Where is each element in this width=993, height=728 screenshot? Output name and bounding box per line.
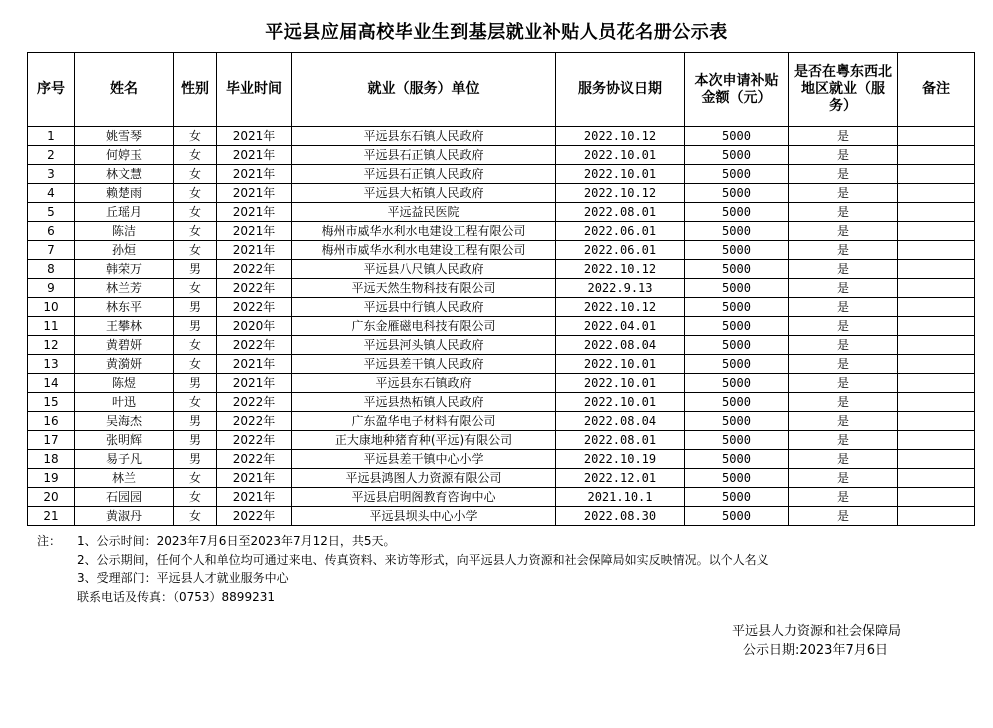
notes-section xyxy=(37,532,769,606)
cell-region: 是 xyxy=(789,165,898,184)
cell-agreement-date: 2022.04.01 xyxy=(556,317,685,336)
table-row xyxy=(28,203,975,222)
cell-agreement-date: 2022.10.01 xyxy=(556,393,685,412)
table-header xyxy=(28,53,975,127)
cell-remark xyxy=(898,507,975,526)
cell-grad-time: 2022年 xyxy=(217,336,292,355)
cell-seq: 10 xyxy=(28,298,75,317)
cell-grad-time: 2022年 xyxy=(217,279,292,298)
cell-remark xyxy=(898,127,975,146)
cell-name: 张明辉 xyxy=(75,431,174,450)
cell-amount: 5000 xyxy=(685,507,789,526)
cell-amount: 5000 xyxy=(685,127,789,146)
cell-agreement-date: 2022.08.30 xyxy=(556,507,685,526)
cell-amount: 5000 xyxy=(685,146,789,165)
cell-grad-time: 2021年 xyxy=(217,203,292,222)
cell-region: 是 xyxy=(789,393,898,412)
cell-unit: 广东盈华电子材料有限公司 xyxy=(292,412,556,431)
cell-unit: 平远益民医院 xyxy=(292,203,556,222)
cell-grad-time: 2022年 xyxy=(217,393,292,412)
cell-agreement-date: 2022.06.01 xyxy=(556,241,685,260)
cell-seq: 20 xyxy=(28,488,75,507)
cell-agreement-date: 2022.08.04 xyxy=(556,412,685,431)
cell-gender: 女 xyxy=(174,279,217,298)
cell-gender: 男 xyxy=(174,298,217,317)
cell-gender: 女 xyxy=(174,469,217,488)
table-row xyxy=(28,298,975,317)
note-text-1: 1、公示时间：2023年7月6日至2023年7月12日，共5天。 xyxy=(77,534,396,548)
cell-remark xyxy=(898,450,975,469)
cell-name: 叶迅 xyxy=(75,393,174,412)
cell-unit: 梅州市威华水利水电建设工程有限公司 xyxy=(292,222,556,241)
cell-unit: 平远县石正镇人民政府 xyxy=(292,146,556,165)
cell-seq: 12 xyxy=(28,336,75,355)
cell-region: 是 xyxy=(789,450,898,469)
cell-seq: 3 xyxy=(28,165,75,184)
cell-region: 是 xyxy=(789,336,898,355)
cell-gender: 男 xyxy=(174,374,217,393)
header-unit: 就业（服务）单位 xyxy=(292,53,556,127)
table-row xyxy=(28,127,975,146)
header-remark: 备注 xyxy=(898,53,975,127)
cell-amount: 5000 xyxy=(685,279,789,298)
table-row xyxy=(28,374,975,393)
cell-remark xyxy=(898,146,975,165)
cell-amount: 5000 xyxy=(685,298,789,317)
cell-amount: 5000 xyxy=(685,336,789,355)
cell-gender: 女 xyxy=(174,146,217,165)
cell-region: 是 xyxy=(789,241,898,260)
cell-agreement-date: 2022.10.12 xyxy=(556,184,685,203)
cell-grad-time: 2022年 xyxy=(217,450,292,469)
cell-gender: 女 xyxy=(174,165,217,184)
footer-signature xyxy=(732,622,901,660)
table-row xyxy=(28,279,975,298)
note-line-4: 联系电话及传真：（0753）8899231 xyxy=(77,589,275,604)
cell-seq: 4 xyxy=(28,184,75,203)
cell-grad-time: 2021年 xyxy=(217,241,292,260)
cell-gender: 女 xyxy=(174,355,217,374)
cell-gender: 女 xyxy=(174,184,217,203)
cell-seq: 18 xyxy=(28,450,75,469)
cell-gender: 女 xyxy=(174,222,217,241)
cell-agreement-date: 2022.08.01 xyxy=(556,431,685,450)
cell-name: 丘瑶月 xyxy=(75,203,174,222)
cell-agreement-date: 2022.08.04 xyxy=(556,336,685,355)
cell-amount: 5000 xyxy=(685,469,789,488)
cell-agreement-date: 2022.10.19 xyxy=(556,450,685,469)
header-seq: 序号 xyxy=(28,53,75,127)
cell-name: 林兰 xyxy=(75,469,174,488)
cell-remark xyxy=(898,488,975,507)
table-row xyxy=(28,146,975,165)
cell-remark xyxy=(898,222,975,241)
cell-remark xyxy=(898,203,975,222)
header-region: 是否在粤东西北地区就业（服务） xyxy=(789,53,898,127)
cell-name: 林东平 xyxy=(75,298,174,317)
table-row xyxy=(28,469,975,488)
cell-region: 是 xyxy=(789,222,898,241)
table-row xyxy=(28,450,975,469)
cell-unit: 平远县河头镇人民政府 xyxy=(292,336,556,355)
cell-remark xyxy=(898,184,975,203)
cell-amount: 5000 xyxy=(685,450,789,469)
cell-seq: 5 xyxy=(28,203,75,222)
cell-name: 黄漪妍 xyxy=(75,355,174,374)
publish-date: 公示日期:2023年7月6日 xyxy=(742,643,888,658)
cell-agreement-date: 2022.10.01 xyxy=(556,374,685,393)
cell-unit: 平远县中行镇人民政府 xyxy=(292,298,556,317)
cell-name: 吴海杰 xyxy=(75,412,174,431)
header-agreement-date: 服务协议日期 xyxy=(556,53,685,127)
table-row xyxy=(28,488,975,507)
cell-grad-time: 2021年 xyxy=(217,355,292,374)
cell-unit: 平远县差干镇人民政府 xyxy=(292,355,556,374)
cell-name: 易子凡 xyxy=(75,450,174,469)
cell-grad-time: 2021年 xyxy=(217,469,292,488)
cell-amount: 5000 xyxy=(685,431,789,450)
cell-remark xyxy=(898,165,975,184)
cell-amount: 5000 xyxy=(685,412,789,431)
cell-grad-time: 2021年 xyxy=(217,222,292,241)
table-row xyxy=(28,165,975,184)
cell-name: 姚雪琴 xyxy=(75,127,174,146)
cell-remark xyxy=(898,336,975,355)
table-row xyxy=(28,317,975,336)
cell-grad-time: 2021年 xyxy=(217,127,292,146)
notes-prefix: 注： xyxy=(37,534,62,548)
cell-gender: 女 xyxy=(174,488,217,507)
cell-grad-time: 2022年 xyxy=(217,260,292,279)
cell-unit: 梅州市威华水利水电建设工程有限公司 xyxy=(292,241,556,260)
cell-grad-time: 2022年 xyxy=(217,298,292,317)
cell-remark xyxy=(898,355,975,374)
cell-remark xyxy=(898,469,975,488)
cell-unit: 广东金雁磁电科技有限公司 xyxy=(292,317,556,336)
note-line-3: 3、受理部门：平远县人才就业服务中心 xyxy=(77,571,289,585)
cell-remark xyxy=(898,412,975,431)
cell-region: 是 xyxy=(789,203,898,222)
cell-name: 石园园 xyxy=(75,488,174,507)
cell-grad-time: 2022年 xyxy=(217,507,292,526)
cell-unit: 平远县坝头中心小学 xyxy=(292,507,556,526)
cell-seq: 19 xyxy=(28,469,75,488)
cell-agreement-date: 2022.10.12 xyxy=(556,298,685,317)
cell-agreement-date: 2022.10.12 xyxy=(556,260,685,279)
cell-seq: 21 xyxy=(28,507,75,526)
cell-gender: 女 xyxy=(174,203,217,222)
note-line-1 xyxy=(37,532,769,551)
cell-unit: 平远县东石镇政府 xyxy=(292,374,556,393)
cell-unit: 平远县鸿图人力资源有限公司 xyxy=(292,469,556,488)
cell-unit: 平远天然生物科技有限公司 xyxy=(292,279,556,298)
cell-gender: 女 xyxy=(174,127,217,146)
cell-gender: 男 xyxy=(174,260,217,279)
table-row xyxy=(28,412,975,431)
cell-amount: 5000 xyxy=(685,374,789,393)
cell-remark xyxy=(898,431,975,450)
cell-seq: 13 xyxy=(28,355,75,374)
cell-seq: 7 xyxy=(28,241,75,260)
table-row xyxy=(28,393,975,412)
cell-amount: 5000 xyxy=(685,317,789,336)
cell-remark xyxy=(898,279,975,298)
cell-remark xyxy=(898,317,975,336)
cell-name: 黄淑丹 xyxy=(75,507,174,526)
cell-name: 陈洁 xyxy=(75,222,174,241)
cell-seq: 6 xyxy=(28,222,75,241)
cell-seq: 17 xyxy=(28,431,75,450)
cell-amount: 5000 xyxy=(685,260,789,279)
cell-agreement-date: 2022.06.01 xyxy=(556,222,685,241)
cell-region: 是 xyxy=(789,412,898,431)
cell-agreement-date: 2022.10.01 xyxy=(556,165,685,184)
table-body xyxy=(28,127,975,526)
cell-name: 林文慧 xyxy=(75,165,174,184)
cell-amount: 5000 xyxy=(685,222,789,241)
cell-remark xyxy=(898,260,975,279)
cell-region: 是 xyxy=(789,488,898,507)
cell-name: 孙烜 xyxy=(75,241,174,260)
issuer-name: 平远县人力资源和社会保障局 xyxy=(731,624,901,639)
cell-name: 陈煜 xyxy=(75,374,174,393)
cell-unit: 平远县八尺镇人民政府 xyxy=(292,260,556,279)
cell-amount: 5000 xyxy=(685,184,789,203)
cell-agreement-date: 2022.10.01 xyxy=(556,355,685,374)
cell-grad-time: 2022年 xyxy=(217,412,292,431)
cell-seq: 8 xyxy=(28,260,75,279)
cell-amount: 5000 xyxy=(685,393,789,412)
document-title: 平远县应届高校毕业生到基层就业补贴人员花名册公示表 xyxy=(265,22,728,43)
cell-agreement-date: 2022.9.13 xyxy=(556,279,685,298)
cell-agreement-date: 2021.10.1 xyxy=(556,488,685,507)
cell-unit: 正大康地种猪育种(平远)有限公司 xyxy=(292,431,556,450)
cell-gender: 女 xyxy=(174,241,217,260)
header-gender: 性别 xyxy=(174,53,217,127)
cell-name: 王攀林 xyxy=(75,317,174,336)
cell-amount: 5000 xyxy=(685,241,789,260)
cell-agreement-date: 2022.10.12 xyxy=(556,127,685,146)
cell-gender: 男 xyxy=(174,412,217,431)
table-row xyxy=(28,260,975,279)
cell-unit: 平远县热柘镇人民政府 xyxy=(292,393,556,412)
cell-unit: 平远县差干镇中心小学 xyxy=(292,450,556,469)
cell-remark xyxy=(898,374,975,393)
cell-agreement-date: 2022.08.01 xyxy=(556,203,685,222)
roster-table xyxy=(27,52,975,526)
cell-gender: 女 xyxy=(174,507,217,526)
cell-seq: 2 xyxy=(28,146,75,165)
cell-seq: 11 xyxy=(28,317,75,336)
cell-gender: 女 xyxy=(174,336,217,355)
cell-grad-time: 2021年 xyxy=(217,488,292,507)
cell-region: 是 xyxy=(789,374,898,393)
cell-region: 是 xyxy=(789,298,898,317)
cell-name: 韩荣万 xyxy=(75,260,174,279)
cell-seq: 16 xyxy=(28,412,75,431)
cell-unit: 平远县东石镇人民政府 xyxy=(292,127,556,146)
header-row xyxy=(28,53,975,127)
cell-region: 是 xyxy=(789,431,898,450)
cell-region: 是 xyxy=(789,355,898,374)
cell-unit: 平远县石正镇人民政府 xyxy=(292,165,556,184)
header-grad-time: 毕业时间 xyxy=(217,53,292,127)
cell-region: 是 xyxy=(789,127,898,146)
table-row xyxy=(28,184,975,203)
table-row xyxy=(28,241,975,260)
header-amount: 本次申请补贴金额（元） xyxy=(685,53,789,127)
cell-region: 是 xyxy=(789,507,898,526)
cell-amount: 5000 xyxy=(685,165,789,184)
table-row xyxy=(28,355,975,374)
cell-seq: 1 xyxy=(28,127,75,146)
cell-seq: 9 xyxy=(28,279,75,298)
cell-remark xyxy=(898,393,975,412)
note-line-2: 2、公示期间，任何个人和单位均可通过来电、传真资料、来访等形式，向平远县人力资源和社会保障局如实反映情况。以个人名义 xyxy=(77,552,769,567)
cell-amount: 5000 xyxy=(685,203,789,222)
cell-grad-time: 2022年 xyxy=(217,431,292,450)
cell-unit: 平远县大柘镇人民政府 xyxy=(292,184,556,203)
cell-grad-time: 2020年 xyxy=(217,317,292,336)
cell-name: 黄碧妍 xyxy=(75,336,174,355)
cell-unit: 平远县启明阁教育咨询中心 xyxy=(292,488,556,507)
cell-name: 林兰芳 xyxy=(75,279,174,298)
cell-region: 是 xyxy=(789,146,898,165)
table-row xyxy=(28,336,975,355)
cell-agreement-date: 2022.10.01 xyxy=(556,146,685,165)
cell-grad-time: 2021年 xyxy=(217,146,292,165)
cell-remark xyxy=(898,298,975,317)
cell-region: 是 xyxy=(789,469,898,488)
cell-grad-time: 2021年 xyxy=(217,165,292,184)
cell-agreement-date: 2022.12.01 xyxy=(556,469,685,488)
cell-gender: 男 xyxy=(174,317,217,336)
cell-seq: 14 xyxy=(28,374,75,393)
cell-amount: 5000 xyxy=(685,355,789,374)
cell-grad-time: 2021年 xyxy=(217,184,292,203)
table-row xyxy=(28,222,975,241)
cell-region: 是 xyxy=(789,184,898,203)
cell-region: 是 xyxy=(789,317,898,336)
cell-name: 何婷玉 xyxy=(75,146,174,165)
cell-gender: 女 xyxy=(174,393,217,412)
cell-gender: 男 xyxy=(174,450,217,469)
cell-amount: 5000 xyxy=(685,488,789,507)
cell-region: 是 xyxy=(789,279,898,298)
table-row xyxy=(28,431,975,450)
cell-seq: 15 xyxy=(28,393,75,412)
cell-region: 是 xyxy=(789,260,898,279)
cell-remark xyxy=(898,241,975,260)
cell-name: 赖楚雨 xyxy=(75,184,174,203)
cell-grad-time: 2021年 xyxy=(217,374,292,393)
cell-gender: 男 xyxy=(174,431,217,450)
table-row xyxy=(28,507,975,526)
header-name: 姓名 xyxy=(75,53,174,127)
